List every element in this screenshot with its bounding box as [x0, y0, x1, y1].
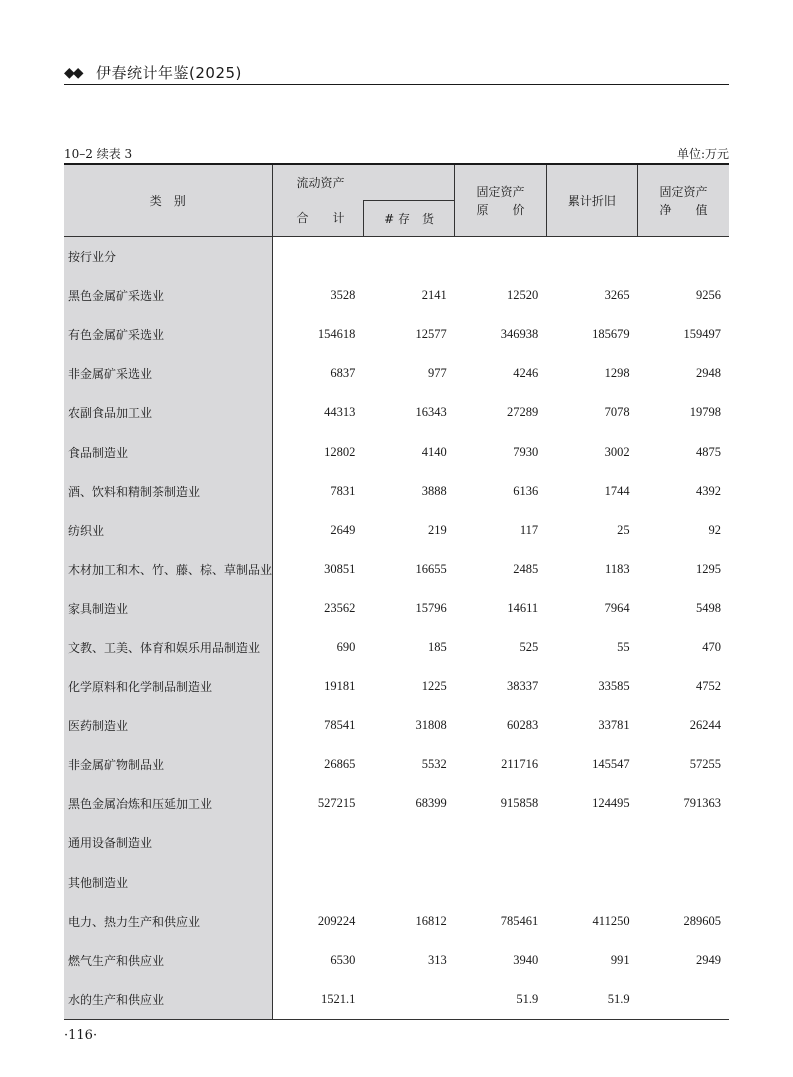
- row-value: 19798: [689, 405, 721, 420]
- row-value: [455, 823, 546, 862]
- row-value: [546, 237, 637, 277]
- row-value: 16812: [415, 913, 447, 928]
- book-title: 伊春统计年鉴(2025): [96, 64, 242, 82]
- row-value: 2649: [330, 522, 356, 537]
- page-number: ·116·: [64, 1028, 98, 1043]
- header-current-assets: [272, 164, 455, 201]
- row-value: 313: [428, 952, 447, 967]
- row-category: 食品制造业: [64, 432, 272, 471]
- row-value: [638, 823, 729, 862]
- row-category: 非金属矿物制品业: [64, 745, 272, 784]
- header-fixed-original-line2: 原 价: [476, 202, 525, 217]
- row-value: 26865: [324, 757, 356, 772]
- row-value: 527215: [317, 796, 356, 811]
- row-value: 3265: [604, 288, 630, 303]
- row-value: [455, 863, 546, 902]
- table-row: [64, 706, 729, 745]
- header-inventory: # 存 货: [363, 201, 454, 237]
- row-value: 19181: [324, 679, 356, 694]
- row-value: 33781: [598, 718, 630, 733]
- table-row: [64, 784, 729, 823]
- row-value: 1744: [604, 483, 630, 498]
- row-value: 219: [428, 522, 447, 537]
- header-fixed-net-line2: 净 值: [659, 202, 708, 217]
- row-category: 木材加工和木、竹、藤、棕、草制品业: [64, 550, 272, 589]
- row-value: 7930: [513, 444, 539, 459]
- row-value: 3002: [604, 444, 630, 459]
- row-value: 12577: [415, 327, 447, 342]
- row-value: 5532: [421, 757, 447, 772]
- header-current-assets-line1: 流动资产: [296, 175, 345, 190]
- row-value: 16655: [415, 561, 447, 576]
- row-value: 7831: [330, 483, 356, 498]
- row-value: 124495: [592, 796, 630, 811]
- row-value: [363, 863, 454, 902]
- row-value: 1295: [696, 561, 721, 576]
- row-category: 其他制造业: [64, 863, 272, 902]
- row-value: 3528: [330, 288, 356, 303]
- table-row: [64, 902, 729, 941]
- row-value: 2948: [696, 366, 721, 381]
- row-value: 68399: [415, 796, 447, 811]
- row-value: 1225: [421, 679, 447, 694]
- table-row: [64, 980, 729, 1020]
- table-body: [64, 237, 729, 1020]
- row-value: 117: [519, 522, 539, 537]
- row-value: 12520: [506, 288, 539, 303]
- row-value: 2485: [513, 561, 539, 576]
- row-value: [272, 823, 363, 862]
- row-value: 1521.1: [272, 980, 363, 1020]
- row-value: 5498: [696, 600, 721, 615]
- row-value: 16343: [415, 405, 447, 420]
- row-value: 1183: [605, 561, 630, 576]
- row-value: [272, 863, 363, 902]
- row-value: 2949: [696, 952, 721, 967]
- row-value: 209224: [317, 913, 356, 928]
- row-value: 1298: [604, 366, 630, 381]
- row-value: 27289: [506, 405, 539, 420]
- row-value: 791363: [683, 796, 721, 811]
- row-value: 51.9: [455, 980, 546, 1020]
- table-row: [64, 628, 729, 667]
- row-value: 4246: [513, 366, 539, 381]
- row-value: 185679: [592, 327, 630, 342]
- table-row: [64, 432, 729, 471]
- row-value: 4140: [421, 444, 447, 459]
- row-value: 4392: [696, 483, 721, 498]
- table-id: 10–2 续表 3: [64, 147, 133, 161]
- row-value: 12802: [324, 444, 356, 459]
- row-value: [363, 823, 454, 862]
- row-category: 文教、工美、体育和娱乐用品制造业: [64, 628, 272, 667]
- row-category: 医药制造业: [64, 706, 272, 745]
- statistics-table-container: [64, 163, 729, 1020]
- row-value: [363, 980, 454, 1020]
- header-category: 类 别: [64, 164, 272, 237]
- row-category: 电力、热力生产和供应业: [64, 902, 272, 941]
- row-value: [546, 863, 637, 902]
- row-value: [363, 237, 454, 277]
- row-value: [638, 863, 729, 902]
- row-category: 黑色金属冶炼和压延加工业: [64, 784, 272, 823]
- row-value: 4875: [696, 444, 721, 459]
- row-value: 3888: [421, 483, 447, 498]
- row-value: [638, 237, 729, 277]
- header-fixed-net: [638, 164, 729, 237]
- row-value: 7078: [604, 405, 630, 420]
- row-value: [638, 980, 729, 1020]
- row-value: 289605: [683, 913, 721, 928]
- header-divider: [64, 84, 729, 85]
- table-unit: 单位:万元: [676, 147, 729, 161]
- diamond-bullet-icon: ◆◆: [64, 65, 82, 81]
- row-value: 25: [617, 522, 630, 537]
- table-row: [64, 315, 729, 354]
- header-fixed-original: [455, 164, 546, 237]
- row-value: 23562: [324, 600, 356, 615]
- page-header: [64, 62, 729, 84]
- row-value: [455, 237, 546, 277]
- table-row: [64, 511, 729, 550]
- row-category: 燃气生产和供应业: [64, 941, 272, 980]
- row-value: 211716: [501, 757, 539, 772]
- header-fixed-net-line1: 固定资产: [659, 184, 708, 199]
- row-value: 44313: [324, 405, 356, 420]
- table-row: [64, 354, 729, 393]
- row-value: 2141: [421, 288, 447, 303]
- row-category: 纺织业: [64, 511, 272, 550]
- row-value: 411250: [592, 913, 630, 928]
- row-value: 3940: [513, 952, 539, 967]
- row-value: 915858: [500, 796, 539, 811]
- row-value: 9256: [696, 288, 721, 303]
- row-category: 化学原料和化学制品制造业: [64, 667, 272, 706]
- table-row: [64, 823, 729, 862]
- row-value: [546, 823, 637, 862]
- row-value: 7964: [604, 600, 630, 615]
- table-row: [64, 472, 729, 511]
- table-row: [64, 941, 729, 980]
- row-value: 31808: [415, 718, 447, 733]
- row-category: 酒、饮料和精制茶制造业: [64, 472, 272, 511]
- header-accum-depreciation: 累计折旧: [546, 164, 637, 237]
- row-value: 159497: [683, 327, 721, 342]
- statistics-table: [64, 163, 729, 1020]
- row-value: 6837: [330, 366, 356, 381]
- header-fixed-original-line1: 固定资产: [476, 184, 525, 199]
- row-category: 黑色金属矿采选业: [64, 276, 272, 315]
- row-category: 农副食品加工业: [64, 393, 272, 432]
- table-row: [64, 550, 729, 589]
- row-category: 非金属矿采选业: [64, 354, 272, 393]
- row-value: 4752: [696, 679, 721, 694]
- row-value: 60283: [506, 718, 539, 733]
- row-value: 57255: [689, 757, 721, 772]
- row-category: 家具制造业: [64, 589, 272, 628]
- row-value: 470: [702, 639, 721, 654]
- row-category: 按行业分: [64, 237, 272, 277]
- row-value: 6530: [330, 952, 356, 967]
- table-row: [64, 589, 729, 628]
- header-current-assets-total: 合 计: [272, 201, 363, 237]
- row-value: 154618: [317, 327, 356, 342]
- row-value: 51.9: [546, 980, 637, 1020]
- row-value: [272, 237, 363, 277]
- table-row: [64, 745, 729, 784]
- row-value: 525: [519, 639, 539, 654]
- row-value: 33585: [598, 679, 630, 694]
- row-value: 785461: [500, 913, 539, 928]
- row-value: 26244: [689, 718, 721, 733]
- table-row: [64, 237, 729, 277]
- table-row: [64, 393, 729, 432]
- row-value: 30851: [324, 561, 356, 576]
- row-value: 92: [708, 522, 721, 537]
- row-value: 145547: [592, 757, 630, 772]
- row-value: 991: [610, 952, 630, 967]
- row-value: 78541: [324, 718, 356, 733]
- row-value: 15796: [415, 600, 447, 615]
- table-row: [64, 276, 729, 315]
- row-value: 14611: [507, 600, 539, 615]
- row-category: 水的生产和供应业: [64, 980, 272, 1020]
- table-row: [64, 667, 729, 706]
- row-category: 通用设备制造业: [64, 823, 272, 862]
- row-value: 6136: [513, 483, 539, 498]
- row-value: 55: [617, 639, 630, 654]
- table-row: [64, 863, 729, 902]
- row-value: 690: [336, 639, 356, 654]
- row-value: 977: [428, 366, 447, 381]
- row-category: 有色金属矿采选业: [64, 315, 272, 354]
- row-value: 38337: [506, 679, 539, 694]
- row-value: 346938: [500, 327, 539, 342]
- row-value: 185: [428, 639, 447, 654]
